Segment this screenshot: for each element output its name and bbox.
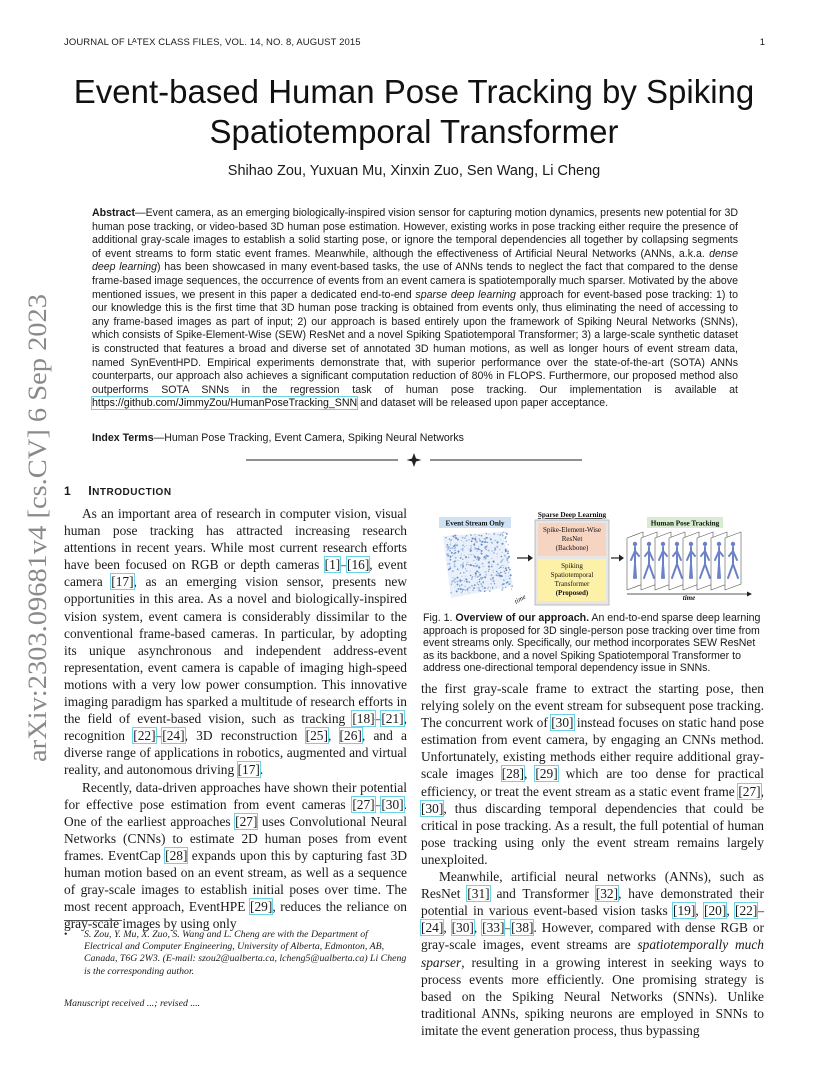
page-number: 1 — [759, 37, 765, 48]
svg-text:Transformer: Transformer — [554, 580, 590, 588]
manuscript-note: Manuscript received ...; revised .... — [64, 998, 201, 1009]
citation-link[interactable]: [31] — [467, 886, 490, 902]
title-line-2: Spatiotemporal Transformer — [209, 113, 619, 150]
star-icon — [407, 453, 422, 467]
citation-link[interactable]: [29] — [250, 899, 273, 915]
citation-link[interactable]: [1] — [324, 557, 341, 573]
sparse-learning-label: Sparse Deep Learning — [537, 511, 607, 519]
abstract-label: Abstract — [92, 207, 135, 219]
citation-link[interactable]: [27] — [738, 783, 761, 799]
figure-caption: Fig. 1. Overview of our approach. An end-to-end sparse deep learning approach is proposed for 3D single-person pose tracking over time from event streams only. Specifically, our method incorporates SEW ResNet as its backbone, and a novel Spiking Spatiotemporal Transformer to address one-directional temporal dependency issue in SNNs. — [423, 612, 761, 675]
citation-link[interactable]: [29] — [535, 766, 558, 782]
section-heading: 1 INTRODUCTION — [64, 484, 172, 498]
citation-link[interactable]: [19] — [673, 903, 696, 919]
title-line-1: Event-based Human Pose Tracking by Spiking — [73, 73, 755, 110]
code-link[interactable]: https://github.com/JimmyZou/HumanPoseTracking_SNN — [92, 397, 358, 410]
arxiv-stamp — [17, 292, 53, 762]
arrow-right-icon — [528, 555, 533, 562]
index-terms: Index Terms—Human Pose Tracking, Event Camera, Spiking Neural Networks — [92, 432, 464, 444]
time-label-right: time — [682, 594, 696, 602]
citation-link[interactable]: [20] — [704, 903, 727, 919]
footnote-rule — [64, 920, 122, 921]
author-list: Shihao Zou, Yuxuan Mu, Xinxin Zuo, Sen Wang, Li Cheng — [227, 163, 601, 179]
time-label-left: time — [513, 592, 528, 606]
citation-link[interactable]: [22] — [735, 903, 758, 919]
citation-link[interactable]: [18] — [352, 711, 375, 727]
body-left-column — [64, 505, 407, 932]
citation-link[interactable]: [28] — [501, 766, 524, 782]
pose-frames — [627, 532, 752, 597]
citation-link[interactable]: [30] — [421, 800, 444, 816]
svg-text:Spiking: Spiking — [561, 562, 583, 570]
paragraph: the first gray-scale frame to extract the starting pose, then relying solely on the event stream for subsequent pose tracking. The concurrent work of [30] instead focuses on static hand pose estimation from event camera, by engaging an CNNs method. Unfortunately, existing methods either require additional gray-scale images [28], [29] which are too dense for practical efficiency, or treat the event stream as a static event frame [27], [30], thus discarding temporal dependencies that could be critical in pose tracking. As a result, the full potential of human pose tracking using only the event stream remains largely unexploited. — [421, 681, 764, 867]
citation-link[interactable]: [32] — [595, 886, 619, 902]
event-cloud — [443, 532, 513, 598]
citation-link[interactable]: [21] — [381, 711, 404, 727]
citation-link[interactable]: [17] — [237, 762, 260, 778]
paper-title — [60, 72, 768, 152]
arxiv-stamp-text: arXiv:2303.09681v4 [cs.CV] 6 Sep 2023 — [22, 326, 52, 762]
event-stream-label: Event Stream Only — [445, 519, 505, 528]
citation-link[interactable]: [27] — [352, 796, 375, 812]
svg-text:ResNet: ResNet — [561, 535, 583, 543]
citation-link[interactable]: [28] — [165, 847, 188, 863]
body-right-column — [421, 680, 764, 1039]
svg-text:(Proposed): (Proposed) — [555, 589, 589, 597]
svg-text:(Backbone): (Backbone) — [555, 544, 589, 552]
paragraph: As an important area of research in computer vision, visual human pose tracking has attracted increasing research attentions in recent years. While most current research efforts have been focused on RGB or depth cameras [1]–[16], event camera [17], as an emerging vision sensor, presents new opportunities in this area. As a novel and biologically-inspired vision system, event camera is considerably dissimilar to the conventional frame-based cameras. In particular, by adopting its unique asynchronous and independent address-event representation, event camera is capable of imaging high-speed motions with a very low power consumption. This innovative imaging paradigm has sparked a multitude of research efforts in the field of event-based vision, such as tracking [18]–[21], recognition [22]–[24], 3D reconstruction [25], [26], and a diverse range of applications in robotics, augmented and virtual reality, and autonomous driving [17]. — [64, 506, 407, 778]
citation-link[interactable]: [38] — [511, 920, 534, 936]
citation-link[interactable]: [22] — [133, 728, 156, 744]
svg-text:Spike-Element-Wise: Spike-Element-Wise — [542, 526, 602, 534]
citation-link[interactable]: [17] — [111, 574, 134, 590]
figure-overview — [421, 508, 765, 612]
author-footnote — [64, 929, 407, 978]
citation-link[interactable]: [24] — [162, 728, 185, 744]
citation-link[interactable]: [30] — [451, 920, 474, 936]
section-divider — [246, 452, 582, 468]
svg-text:Spatiotemporal: Spatiotemporal — [550, 571, 594, 579]
abstract: Abstract—Event camera, as an emerging biologically-inspired vision sensor for capturing motion dynamics, presents new potential for 3D human pose tracking, or video-based 3D human pose estimation. However, existing works in pose tracking either require the presence of additional gray-scale images to establish a solid starting pose, or ignore the temporal dependencies all together by collapsing segments of event streams to form static event frames. Meanwhile, although the effectiveness of Artificial Neural Networks (ANNs, a.k.a. dense deep learning) has been showcased in many event-based tasks, the use of ANNs tends to neglect the fact that compared to the dense frame-based image sequences, the occurrence of events from an event camera is spatiotemporally much sparser. Motivated by the above mentioned issues, we present in this paper a dedicated end-to-end sparse deep learning approach for event-based pose tracking: 1) to our knowledge this is the first time that 3D human pose tracking is obtained from events only, thus eliminating the need of accessing to any frame-based images as part of input; 2) our approach is based entirely upon the framework of Spiking Neural Networks (SNNs), which consists of Spike-Element-Wise (SEW) ResNet and a novel Spiking Spatiotemporal Transformer; 3) a large-scale synthetic dataset is constructed that features a broad and diverse set of annotated 3D human motions, as well as longer hours of event stream data, named SynEventHPD. Empirical experiments demonstrate that, with superior performance over the state-of-the-art (SOTA) ANNs counterparts, our approach also achieves a significant computation reduction of 80% in FLOPS. Furthermore, our proposed method also outperforms SOTA SNNs in the regression task of human pose tracking. Our implementation is available at https://github.com/JimmyZou/HumanPoseTracking_SNN and dataset will be released upon paper acceptance. — [92, 207, 739, 410]
running-head: JOURNAL OF $L^ATEX$ CLASS FILES, VOL. 14, NO. 8, AUGUST 2015 — [64, 37, 361, 48]
citation-link[interactable]: [25] — [305, 728, 328, 744]
paragraph: Recently, data-driven approaches have shown their potential for effective pose estimation from event cameras [27]–[30]. One of the earliest approaches [27] uses Convolutional Neural Networks (CNNs) to estimate 2D human poses from event frames. EventCap [28] expands upon this by capturing fast 3D human motion based on an event stream, as well as a sequence of gray-scale images to establish initial poses over time. The most recent approach, EventHPE [29], reduces the reliance on gray-scale images by using only — [64, 779, 407, 932]
citation-link[interactable]: [30] — [551, 715, 574, 731]
arrow-right-icon — [619, 555, 624, 562]
tracking-label: Human Pose Tracking — [650, 519, 720, 528]
citation-link[interactable]: [33] — [482, 920, 505, 936]
citation-link[interactable]: [16] — [346, 557, 370, 573]
citation-link[interactable]: [26] — [339, 728, 362, 744]
citation-link[interactable]: [30] — [381, 796, 404, 812]
footnote-text: S. Zou, Y. Mu, X. Zuo, S. Wang and L. Cheng are with the Department of Electrical and Computer Engineering, University of Alberta, Edmonton, AB, Canada, T6G 2W3. (E-mail: szou2@ualberta.ca, lcheng5@ualberta.ca) Li Cheng is the corresponding author. — [84, 929, 407, 977]
footnote-bullet: • — [64, 929, 68, 940]
paragraph: Meanwhile, artificial neural networks (ANNs), such as ResNet [31] and Transformer [32], have demonstrated their potential in various event-based vision tasks [19], [20], [22]–[24], [30], [33]–[38]. However, compared with dense RGB or gray-scale images, event streams are spatiotemporally much sparser, resulting in a growing interest in seeking ways to process events more efficiently. One promising strategy is based on the Spiking Neural Networks (SNNs). Unlike traditional ANNs, spiking neurons are employed in SNNs to imitate the event generation process, thus bypassing — [421, 869, 765, 1038]
citation-link[interactable]: [24] — [421, 920, 444, 936]
citation-link[interactable]: [27] — [235, 813, 258, 829]
